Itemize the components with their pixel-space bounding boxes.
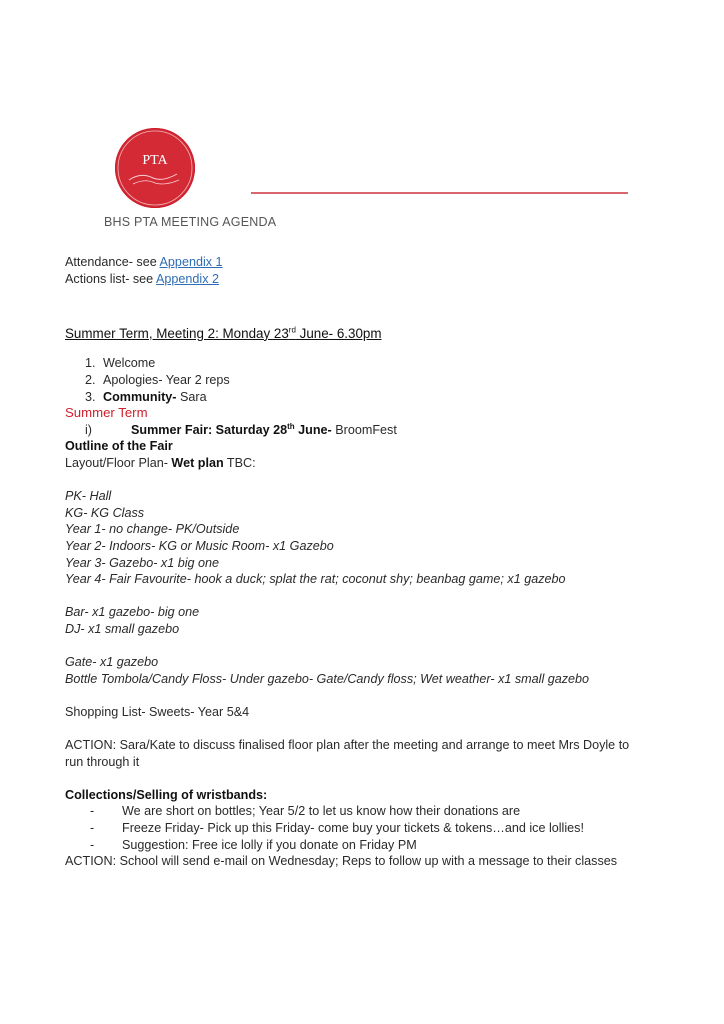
pta-logo-graphic — [115, 128, 195, 208]
item-number: 3. — [85, 389, 96, 404]
outline-heading: Outline of the Fair — [65, 439, 173, 454]
plan-line: PK- Hall — [65, 489, 112, 504]
list-item — [65, 389, 705, 406]
plan-line: Gate- x1 gazebo — [65, 655, 159, 670]
actions-list-label: Actions list- see — [65, 271, 156, 286]
bullet-text: We are short on bottles; Year 5/2 to let us know how their donations are — [122, 804, 521, 819]
fair-item-title-text: Summer Fair: Saturday 28 — [131, 422, 288, 437]
section-summer-term: Summer Term — [65, 405, 148, 421]
layout-bold: Wet plan — [171, 455, 224, 470]
attendance-label: Attendance- see — [65, 255, 160, 269]
meeting-heading-text: Summer Term, Meeting 2: Monday 23 — [65, 325, 289, 341]
bullet-text: Suggestion: Free ice lolly if you donate on Friday PM — [122, 837, 417, 852]
plan-line: KG- KG Class — [65, 505, 145, 520]
meeting-heading-sup: rd — [288, 325, 296, 335]
attendance-line — [65, 254, 705, 271]
action-floor-plan: ACTION: Sara/Kate to discuss finalised floor plan after the meeting and arrange to meet Mrs Doyle to — [65, 738, 630, 753]
action-email: ACTION: School will send e-mail on Wednesday; Reps to follow up with a message to their classes — [65, 854, 618, 869]
fair-item-name: BroomFest — [331, 422, 397, 437]
dash-bullet-icon: - — [90, 804, 95, 819]
fair-item — [65, 422, 705, 439]
plan-line: DJ- x1 small gazebo — [65, 621, 180, 636]
shopping-list-line: Shopping List- Sweets- Year 5&4 — [65, 704, 250, 719]
logo-pta-text: PTA — [142, 153, 168, 168]
item-text: Welcome — [103, 356, 156, 371]
plan-line: Year 3- Gazebo- x1 big one — [65, 555, 220, 570]
layout-line — [65, 455, 705, 472]
item-text: Sara — [176, 389, 207, 404]
meeting-heading-time: June- 6.30pm — [295, 325, 382, 341]
fair-item-title — [131, 423, 332, 437]
collections-heading: Collections/Selling of wristbands: — [65, 787, 268, 802]
item-number: 1. — [85, 356, 96, 371]
bullet-text: Freeze Friday- Pick up this Friday- come buy your tickets & tokens…and ice lollies! — [122, 821, 584, 835]
item-text: Apologies- Year 2 reps — [103, 372, 230, 387]
plan-line: Bar- x1 gazebo- big one — [65, 605, 200, 620]
list-item — [65, 355, 705, 372]
plan-line: Year 1- no change- PK/Outside — [65, 522, 240, 537]
list-item — [65, 803, 705, 820]
dash-bullet-icon: - — [90, 837, 95, 852]
collections-list — [65, 803, 705, 853]
pta-logo — [115, 128, 195, 208]
dash-bullet-icon: - — [90, 821, 95, 835]
plan-line: Year 4- Fair Favourite- hook a duck; splat the rat; coconut shy; beanbag game; x1 gazebo — [65, 572, 566, 587]
layout-prefix: Layout/Floor Plan- — [65, 455, 172, 470]
list-item — [65, 820, 705, 837]
list-item — [65, 837, 705, 854]
fair-item-sup: th — [287, 421, 295, 431]
agenda-title: BHS PTA MEETING AGENDA — [104, 215, 277, 229]
actions-list-line — [65, 271, 705, 288]
fair-item-title-end: June- — [294, 422, 332, 437]
action-floor-plan-cont: run through it — [65, 754, 140, 769]
layout-suffix: TBC: — [223, 455, 256, 470]
list-item — [65, 372, 705, 389]
agenda-numbered-list — [65, 355, 705, 405]
plan-line: Bottle Tombola/Candy Floss- Under gazebo- Gate/Candy floss; Wet weather- x1 small gazebo — [65, 671, 590, 686]
meeting-heading — [65, 326, 705, 343]
item-bold: Community- — [103, 389, 177, 404]
document-body — [65, 254, 705, 870]
header-rule — [251, 192, 628, 194]
appendix-1-link[interactable]: Appendix 1 — [159, 255, 223, 269]
fair-item-number: i) — [85, 422, 92, 437]
item-number: 2. — [85, 372, 96, 387]
appendix-2-link[interactable]: Appendix 2 — [156, 271, 220, 286]
plan-line: Year 2- Indoors- KG or Music Room- x1 Gazebo — [65, 538, 334, 553]
